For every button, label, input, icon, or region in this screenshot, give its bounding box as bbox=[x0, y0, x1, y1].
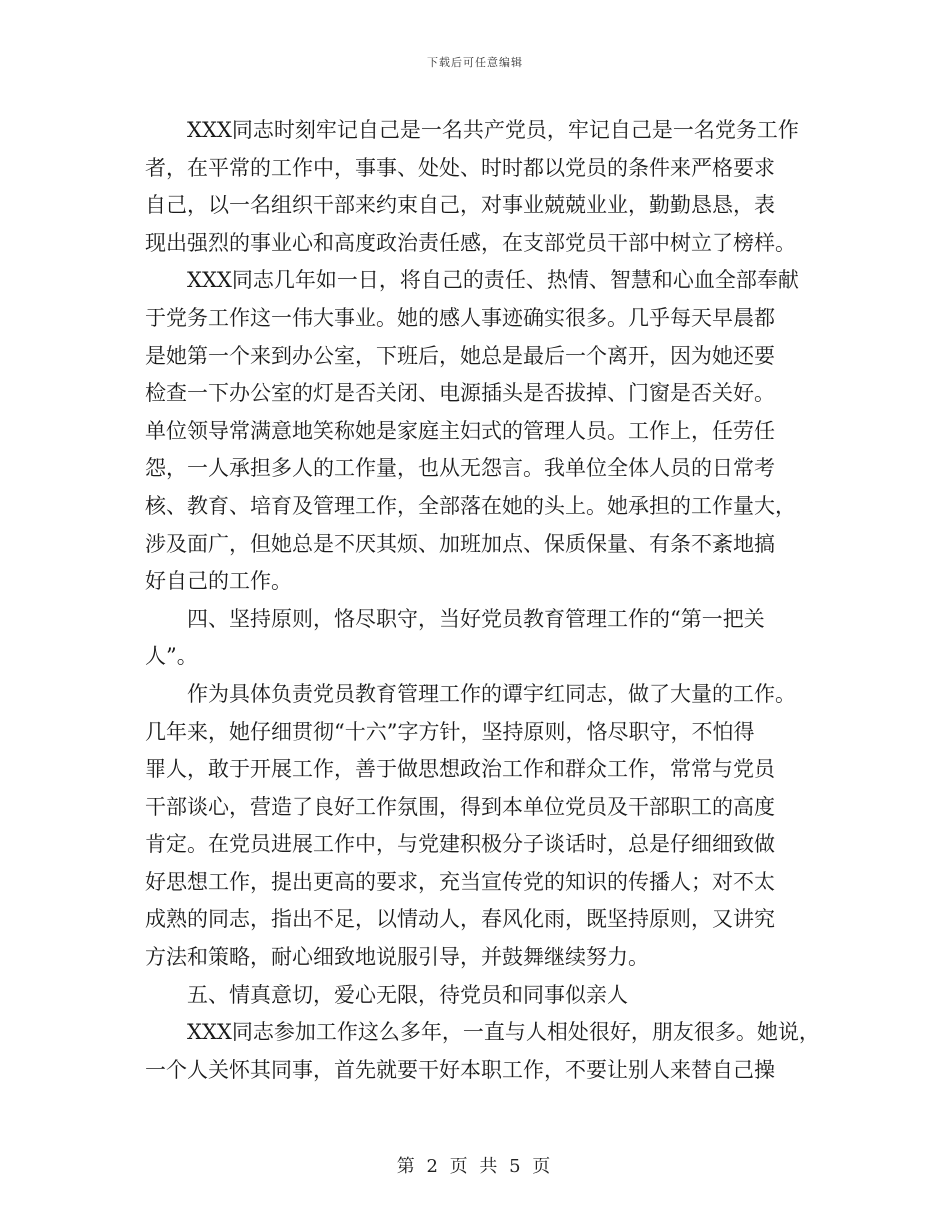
text-line: 自己，以一名组织干部来约束自己，对事业兢兢业业，勤勤恳恳，表 bbox=[145, 193, 775, 218]
text-line: 核、教育、培育及管理工作，全部落在她的头上。她承担的工作量大， bbox=[145, 493, 796, 518]
text-line: 现出强烈的事业心和高度政治责任感，在支部党员干部中树立了榜样。 bbox=[145, 230, 796, 255]
text-line: XXX同志时刻牢记自己是一名共产党员，牢记自己是一名党务工作 bbox=[187, 118, 799, 142]
text-line: 是她第一个来到办公室，下班后，她总是最后一个离开，因为她还要 bbox=[145, 343, 775, 368]
document-body bbox=[145, 112, 825, 1089]
text-line: XXX同志几年如一日，将自己的责任、热情、智慧和心血全部奉献 bbox=[187, 268, 799, 293]
text-line: 人”。 bbox=[145, 644, 198, 669]
text-line: 几年来，她仔细贯彻“十六”字方针，坚持原则，恪尽职守，不怕得 bbox=[145, 719, 755, 744]
text-line: 单位领导常满意地笑称她是家庭主妇式的管理人员。工作上，任劳任 bbox=[145, 418, 775, 443]
text-line: 罪人，敢于开展工作，善于做思想政治工作和群众工作，常常与党员 bbox=[145, 757, 775, 782]
text-line: 一个人关怀其同事，首先就要干好本职工作，不要让别人来替自己操 bbox=[145, 1057, 775, 1082]
text-line: 作为具体负责党员教育管理工作的谭宇红同志，做了大量的工作。 bbox=[187, 681, 796, 706]
text-line: 五、情真意切，爱心无限，待党员和同事似亲人 bbox=[187, 982, 628, 1007]
text-line: 检查一下办公室的灯是否关闭、电源插头是否拔掉、门窗是否关好。 bbox=[145, 381, 775, 406]
text-line: 肯定。在党员进展工作中，与党建积极分子谈话时，总是仔细细致做 bbox=[145, 832, 775, 857]
page-number-footer: 第 2 页 共 5 页 bbox=[396, 1156, 554, 1177]
text-line: 方法和策略，耐心细致地说服引导，并鼓舞继续努力。 bbox=[145, 945, 649, 970]
text-line: 好思想工作，提出更高的要求，充当宣传党的知识的传播人；对不太 bbox=[145, 869, 775, 894]
text-line: 干部谈心，营造了良好工作氛围，得到本单位党员及干部职工的高度 bbox=[145, 794, 775, 819]
text-line: 者，在平常的工作中，事事、处处、时时都以党员的条件来严格要求 bbox=[145, 155, 775, 180]
text-line: 涉及面广，但她总是不厌其烦、加班加点、保质保量、有条不紊地搞 bbox=[145, 531, 775, 556]
text-line: 于党务工作这一伟大事业。她的感人事迹确实很多。几乎每天早晨都 bbox=[145, 305, 775, 330]
text-line: 四、坚持原则，恪尽职守，当好党员教育管理工作的“第一把关 bbox=[187, 606, 765, 631]
text-line: 成熟的同志，指出不足，以情动人，春风化雨，既坚持原则，又讲究 bbox=[145, 907, 775, 932]
page-header-note: 下载后可任意编辑 bbox=[427, 56, 523, 69]
text-line: 怨，一人承担多人的工作量，也从无怨言。我单位全体人员的日常考 bbox=[145, 456, 775, 481]
text-line: XXX同志参加工作这么多年，一直与人相处很好，朋友很多。她说， bbox=[187, 1020, 820, 1045]
text-line: 好自己的工作。 bbox=[145, 569, 292, 594]
